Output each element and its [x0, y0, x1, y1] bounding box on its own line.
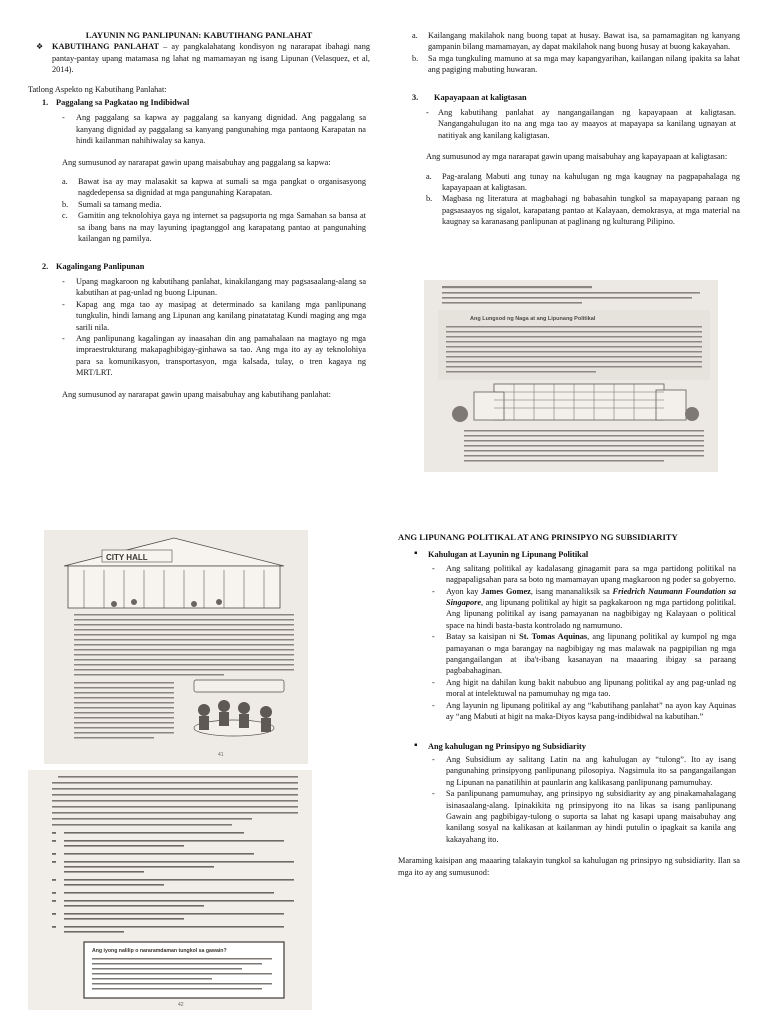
scan-2-page-number: 41	[218, 752, 224, 758]
bullet-icon: ▪	[414, 548, 418, 560]
aspect-2-number: 2.	[42, 261, 49, 271]
scanned-textbook-photo-naga	[424, 280, 718, 472]
aspect-1-dash-text: Ang paggalang sa kapwa ay paggalang sa kanyang dignidad. Ang paggalang sa kanyang dignidad ay paggalang sa kanyang pangunahing mga pantaong Karapatan na hindi kailanman nahihiwalay sa kanya.	[76, 113, 366, 146]
aspect-1-number: 1.	[42, 98, 49, 108]
city-hall-sign: CITY HALL	[106, 553, 148, 562]
scan-3-box-title: Ang iyong nalilip o nararamdaman tungkol sa gawain?	[92, 948, 227, 954]
person-name: James Gomez	[481, 586, 531, 596]
organization-name: Friedrich Naumann Foundation sa Singapore	[446, 586, 736, 608]
aspects-intro: Tatlong Aspekto ng Kabutihang Panlahat:	[28, 84, 167, 94]
section-title: ANG LIPUNANG POLITIKAL AT ANG PRINSIPYO NG SUBSIDIARITY	[398, 532, 678, 542]
section-1-dash: - Ang higit na dahilan kung bakit nabubuo ang lipunang politikal ay ang pag-unlad ng moral at intelektuwal na pamumuhay ng mga tao.	[432, 677, 736, 699]
aspect-3-dash: - Ang kabutihang panlahat ay nangangailangan ng kapayapaan at kaligtasan. Nangangahulugan ito na ang mga tao ay maayos at mapayapa sa kanilang ugnayan at natitiyak ang kanilang kaligtasan.	[426, 108, 736, 140]
bottom-right-column	[398, 532, 740, 878]
list-item: b. Sa mga tungkuling mamuno at sa mga may kapangyarihan, kailangan nilang ipakita sa lahat ang pagiging mabuting huwaran.	[412, 53, 740, 75]
section-2-dash: - Ang Subsidium ay salitang Latin na ang kahulugan ay “tulong”. Ito ay isang pangunahing prinsipyong panlipunang pilosopiya. Nagsimula ito sa pangangailangan ng Lipunan na panatilihin at paunlarin ang kalikasang panlipunang pamumuhay.	[432, 754, 736, 787]
aspect-2-dash: - Upang magkaroon ng kabutihang panlahat, kinakilangang may pagsasaalang-alang sa kabutihan at pag-unlad ng buong Lipunan.	[62, 276, 366, 298]
aspect-2-list	[398, 30, 740, 76]
scan-1-heading: Ang Lungsod ng Naga at ang Lipunang Politikal	[470, 316, 596, 322]
subsection-heading-1: ▪ Kahulugan at Layunin ng Lipunang Politikal	[414, 548, 589, 560]
scan-3-page-number: 42	[178, 1002, 184, 1008]
section-1-dash: - Ang salitang politikal ay kadalasang ginagamit para sa mga partidong politikal na nagpapaligsahan para sa boto ng mamamayan upang magkaroon ng poder sa gobyerno.	[432, 563, 736, 585]
list-item: b. Magbasa ng literatura at magbahagi ng babasahin tungkol sa mapayapang paraan ng pagsasaayos ng sigalot, karapatang pantao at Kalayaan, demokrasya, at mga material na kaugnay sa karanasang panlipunan at paglinang ng kulturang Pilipino.	[426, 194, 740, 227]
top-left-column	[28, 30, 370, 400]
aspect-3-number: 3.	[412, 92, 419, 102]
person-name: St. Tomas Aquinas	[519, 632, 588, 642]
aspect-1-dash	[28, 112, 370, 146]
aspect-3-title: Kapayapaan at kaligtasan	[434, 92, 527, 102]
top-right-column	[398, 30, 740, 228]
aspect-2-dash: - Kapag ang mga tao ay masipag at determinado sa kanilang mga panlipunang tungkulin, hindi lamang ang Lipunan ang kanilang pinatatatag Kundi maging ang mga sarili nila.	[62, 299, 366, 332]
aspect-1-heading	[42, 97, 370, 108]
dash-marker: -	[62, 113, 65, 123]
list-item: a. Kailangang makilahok nang buong tapat at husay. Bawat isa, sa pamamagitan ng kanyang gampanin bilang mamamayan, ay dapat makilahok nang buong husay at buong kakayahan.	[412, 31, 740, 52]
definition-text: – ay pangkalahatang kondisyon ng nararapat ibahagi nang pantay-pantay upang matamasa ng lahat ng mamamayan ng isang Lipunan (Velasquez, et al, 2014).	[52, 42, 370, 75]
aspect-2-heading	[42, 261, 370, 272]
diamond-bullet-icon: ❖	[36, 42, 44, 52]
definition-paragraph	[28, 41, 370, 75]
list-item: a. Pag-aralang Mabuti ang tunay na kahulugan ng mga kaugnay na pagpapahalaga ng kapayapaan at kaligtasan.	[426, 171, 740, 193]
section-1-dash: - Batay sa kaisipan ni St. Tomas Aquinas, ang lipunang politikal ay kumpol ng mga pamayanan o mga barangay na nagbibigay ng mas malawak na pagpipilian ng mga pangangailangan at iba't-ibang kasanayan na maaaring ibigay sa paraang pagbabahaginan.	[432, 632, 737, 676]
section-2-dash: - Sa panlipunang pamumuhay, ang prinsipyo ng subsidiarity ay ang pinakamahalagang isinasaalang-alang. Ipinakikita ng prinsipyong ito na likas sa isang panlipunang Gawain ang pagbibigay-tulong o suporta sa lahat ng kasapi upang maisabuhay ang kanilang sosyal na kalikasan at kailanman ay hindi putulin o ipagkait sa kanila ang kakayahang ito.	[432, 789, 736, 844]
aspect-3-heading	[412, 92, 740, 103]
scanned-textbook-photo-city-hall	[44, 530, 308, 764]
aspect-1-list	[28, 176, 370, 244]
section-title: LAYUNIN NG PANLIPUNAN: KABUTIHANG PANLAHAT	[85, 30, 313, 40]
closing-paragraph: Maraming kaisipan ang maaaring talakayin tungkol sa kahulugan ng prinsipyo ng subsidiarity. Ilan sa mga ito ay ang sumusunod:	[398, 856, 740, 877]
list-item: a. Bawat isa ay may malasakit sa kapwa at sumali sa mga pangkat o organisasyong nagdedepensa sa dignidad at mga pangunahing Karapatan.	[62, 177, 366, 198]
aspect-2-dash: - Ang panlipunang kagalingan ay inaasahan din ang pamahalaan na magtayo ng mga impraestrukturang makapagbibigay-ginhawa sa tao. Ang mga ito ay ay teknolohiya para sa komunikasyon, transportasyon, mga kalsada, tulay, o tren kagaya ng MRT/LRT.	[62, 333, 366, 378]
section-1-dash: - Ayon kay James Gomez, isang mananaliksik sa Friedrich Naumann Foundation sa Singapore, ang lipunang politikal ay higit sa pagkakaroon ng mga partidong politikal. Ang lipunang politikal ay isang pamayanan na nagbibigay ng Kalayaan o political space na hindi basta-basta kontrolado ng namumuno.	[432, 586, 736, 630]
aspect-3-list	[398, 171, 740, 228]
definition-term: KABUTIHANG PANLAHAT	[52, 42, 160, 52]
aspect-2-lead: Ang sumusunod ay nararapat gawin upang maisabuhay ang kabutihang panlahat:	[62, 389, 331, 399]
aspect-1-lead: Ang sumusunod ay nararapat gawin upang maisabuhay ang paggalang sa kapwa:	[62, 157, 331, 167]
aspect-1-title: Paggalang sa Pagkatao ng Indibidwal	[56, 98, 190, 108]
list-item: b. Sumali sa tamang media.	[62, 199, 162, 209]
list-item: c. Gamitin ang teknolohiya gaya ng internet sa pagsuporta ng mga Samahan sa bansa at sa ibang bans na may layuning ipagtanggol ang karapatang pantao at pangunahing kailangan ng pamilya.	[62, 211, 366, 244]
bullet-icon: ▪	[414, 739, 418, 751]
aspect-2-title: Kagalingang Panlipunan	[56, 261, 145, 271]
aspect-3-lead: Ang sumusunod ay mga nararapat gawin upang maisabuhay ang kapayapaan at kaligtasan:	[426, 152, 728, 162]
subsection-heading-2: ▪ Ang kahulugan ng Prinsipyo ng Subsidiarity	[414, 739, 586, 751]
scanned-textbook-photo-questions	[28, 770, 312, 1010]
section-1-dash: - Ang layunin ng lipunang politikal ay ang “kabutihang panlahat” na ayon kay Aquinas ay “ang Mabuti at higit na maka-Diyos kaysa pang-indibidwal na kabutihan.”	[432, 700, 736, 722]
